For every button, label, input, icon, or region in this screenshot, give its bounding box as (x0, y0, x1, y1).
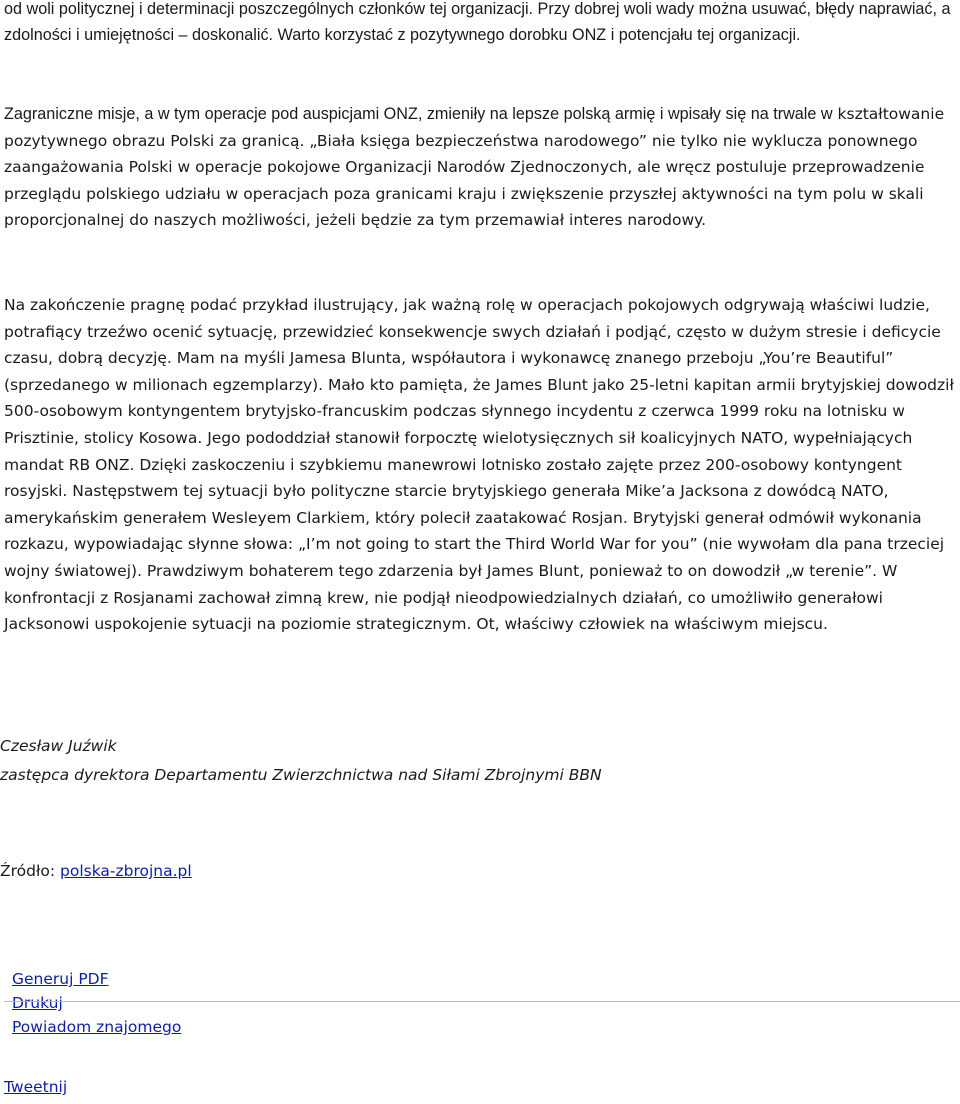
paragraph-missions (4, 101, 958, 234)
paragraph-intro: od woli politycznej i determinacji poszczególnych członków tej organizacji. Przy dobrej woli wady można usuwać, błędy naprawiać, a zdolności i umiejętności – doskonalić. Warto korzystać z pozytywnego dorobku ONZ i potencjału tej organizacji. (4, 0, 951, 45)
author-signature (0, 732, 602, 789)
source-label: Źródło: (0, 862, 61, 880)
source-link[interactable]: polska-zbrojna.pl (60, 862, 192, 880)
paragraph-missions-line1: Zagraniczne misje, a w tym operacje pod auspicjami ONZ, zmieniły na lepsze polską armię i wpisały się na trwale w (4, 105, 833, 123)
generate-pdf-link[interactable]: Generuj PDF (12, 970, 109, 988)
paragraph-missions-rest: kształtowanie pozytywnego obrazu Polski za granicą. „Biała księga bezpieczeństwa narodowego” nie tylko nie wyklucza ponownego zaangażowania Polski w operacje pokojowe Organizacji Narodów Zjednoczonych, ale wręcz postuluje przeprowadzenie przeglądu polskiego udziału w operacjach poza granicami kraju i zwiększenie przyszłej aktywności na tym polu w skali proporcjonalnej do naszych możliwości, jeżeli będzie za tym przemawiał interes narodowy. (4, 105, 945, 230)
tweet-link[interactable]: Tweetnij (4, 1078, 68, 1096)
paragraph-blunt-example: Na zakończenie pragnę podać przykład ilustrujący, jak ważną rolę w operacjach pokojowych odgrywają właściwi ludzie, potrafiący trzeźwo ocenić sytuację, przewidzieć konsekwencje swych działań i podjąć, często w dużym stresie i deficycie czasu, dobrą decyzję. Mam na myśli Jamesa Blunta, współautora i wykonawcę znanego przeboju „You’re Beautiful” (sprzedanego w milionach egzemplarzy). Mało kto pamięta, że James Blunt jako 25-letni kapitan armii brytyjskiej dowodził 500-osobowym kontyngentem brytyjsko-francuskim podczas słynnego incydentu z czerwca 1999 roku na lotnisku w Prisztinie, stolicy Kosowa. Jego pododdział stanowił forpocztę wielotysięcznych sił koalicyjnych NATO, wypełniających mandat RB ONZ. Dzięki zaskoczeniu i szybkiemu manewrowi lotnisko zostało zajęte przez 200-osobowy kontyngent rosyjski. Następstwem tej sytuacji było polityczne starcie brytyjskiego generała Mike’a Jacksona z dowódcą NATO, amerykańskim generałem Wesleyem Clarkiem, który polecił zaatakować Rosjan. Brytyjski generał odmówił wykonania rozkazu, wypowiadając słynne słowa: „I’m not going to start the Third World War for you” (nie wywołam dla pana trzeciej wojny światowej). Prawdziwym bohaterem tego zdarzenia był James Blunt, ponieważ to on dowodził „w terenie”. W konfrontacji z Rosjanami zachował zimną krew, nie podjął nieodpowiedzialnych działań, co umożliwiło generałowi Jacksonowi uspokojenie sytuacji na poziomie strategicznym. Ot, właściwy człowiek na właściwym miejscu. (4, 296, 954, 634)
divider (4, 1001, 960, 1002)
author-name: Czesław Juźwik (0, 737, 117, 755)
author-role: zastępca dyrektora Departamentu Zwierzchnictwa nad Siłami Zbrojnymi BBN (0, 765, 602, 784)
source-line (0, 858, 192, 884)
article-tools (12, 967, 181, 1039)
notify-friend-link[interactable]: Powiadom znajomego (12, 1018, 182, 1036)
print-link[interactable]: Drukuj (12, 994, 63, 1012)
social-share (4, 1074, 67, 1100)
